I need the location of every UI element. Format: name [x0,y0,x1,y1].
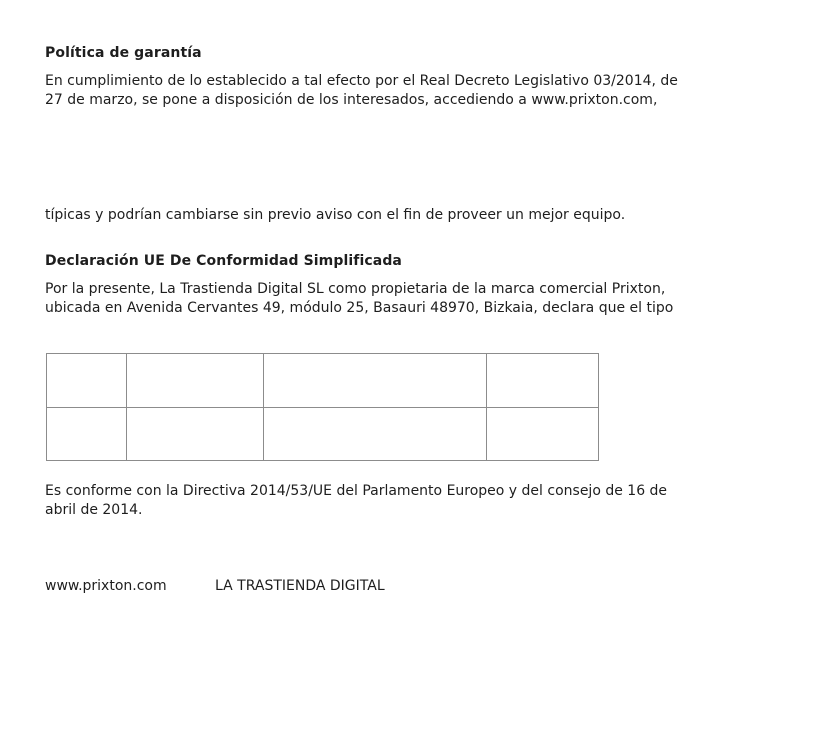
declaration-line: Por la presente, La Trastienda Digital SL como propietaria de la marca comercial Prixton, [45,281,666,297]
table-cell [47,354,127,408]
declaration-title: Declaración UE De Conformidad Simplificada [45,253,402,269]
declaration-paragraph [45,280,673,318]
website-link[interactable]: www.prixton.com [45,578,167,594]
warranty-line: En cumplimiento de lo establecido a tal efecto por el Real Decreto Legislativo 03/2014, de [45,73,678,89]
table-cell [127,407,264,461]
warranty-title: Política de garantía [45,45,202,61]
warranty-trailing-line: típicas y podrían cambiarse sin previo aviso con el fin de proveer un mejor equipo. [45,207,626,223]
warranty-line: 27 de marzo, se pone a disposición de los interesados, accediendo a www.prixton.com, [45,92,658,108]
table-row [47,354,599,408]
conformity-paragraph [45,482,667,520]
product-spec-table [46,353,599,461]
table-cell [487,354,599,408]
table-cell [127,354,264,408]
warranty-paragraph [45,72,678,110]
conformity-line: Es conforme con la Directiva 2014/53/UE del Parlamento Europeo y del consejo de 16 de [45,483,668,499]
declaration-line: ubicada en Avenida Cervantes 49, módulo 25, Basauri 48970, Bizkaia, declara que el tipo [45,300,674,316]
table-cell [47,407,127,461]
table-cell [264,354,487,408]
company-name: LA TRASTIENDA DIGITAL [215,578,385,594]
table-cell [264,407,487,461]
conformity-line: abril de 2014. [45,502,143,518]
table-cell [487,407,599,461]
table-row [47,407,599,461]
